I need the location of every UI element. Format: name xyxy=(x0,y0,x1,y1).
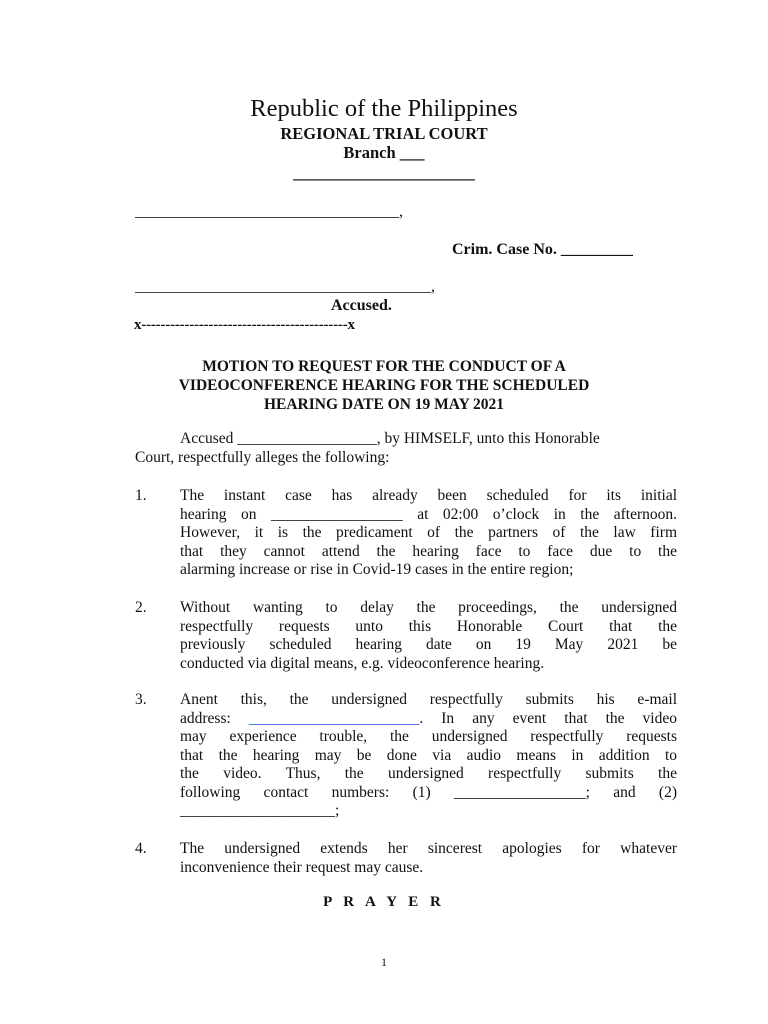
court-heading: REGIONAL TRIAL COURT xyxy=(280,124,488,143)
motion-title-line-1: MOTION TO REQUEST FOR THE CONDUCT OF A xyxy=(202,358,566,375)
paragraph-2-line: Without wanting to delay the proceedings, the undersigned xyxy=(180,599,677,616)
paragraph-3 xyxy=(180,691,677,821)
email-suffix: . In any event that the video xyxy=(419,709,677,727)
page-number: 1 xyxy=(381,955,387,969)
paragraph-3-line: the video. Thus, the undersigned respectfully submits the xyxy=(180,765,677,782)
branch-heading: Branch ___ xyxy=(343,143,425,162)
intro-line-2: Court, respectfully alleges the following: xyxy=(135,449,390,466)
branch-location-blank: ______________________ xyxy=(293,163,475,182)
plaintiff-blank: _________________________________, xyxy=(135,203,403,220)
paragraph-3-email-line xyxy=(180,710,677,729)
paragraph-2-line: conducted via digital means, e.g. videoconference hearing. xyxy=(180,654,545,672)
paragraph-3-line: that the hearing may be done via audio means in addition to xyxy=(180,746,677,764)
paragraph-4-line: The undersigned extends her sincerest apologies for whatever xyxy=(180,840,677,857)
paragraph-2-line: previously scheduled hearing date on 19 May 2021 be xyxy=(180,636,677,653)
paragraph-1-line: The instant case has already been scheduled for its initial xyxy=(180,487,677,504)
prayer-heading: P R A Y E R xyxy=(323,894,445,910)
paragraph-2-number: 2. xyxy=(135,599,147,616)
caption-separator: x-------------------------------------------x xyxy=(134,317,355,333)
paragraph-1-number: 1. xyxy=(135,487,147,504)
paragraph-1-line: that they cannot attend the hearing face to face due to the xyxy=(180,542,677,560)
accused-name-blank: _____________________________________, xyxy=(135,278,435,295)
email-prefix: address: xyxy=(180,709,249,727)
paragraph-1-line: However, it is the predicament of the partners of the law firm xyxy=(180,524,677,541)
motion-title-line-3: HEARING DATE ON 19 MAY 2021 xyxy=(263,396,505,413)
paragraph-3-line: following contact numbers: (1) _________________; and (2) xyxy=(180,783,677,801)
accused-label: Accused. xyxy=(331,297,392,314)
paragraph-3-number: 3. xyxy=(135,691,147,708)
paragraph-2 xyxy=(180,599,677,673)
paragraph-1-line: hearing on _________________ at 02:00 o’clock in the afternoon. xyxy=(180,505,677,523)
case-number-label: Crim. Case No. _________ xyxy=(452,241,633,258)
paragraph-4 xyxy=(180,840,677,877)
motion-title-line-2: VIDEOCONFERENCE HEARING FOR THE SCHEDULED xyxy=(178,377,590,394)
paragraph-3-line: may experience trouble, the undersigned respectfully requests xyxy=(180,728,677,745)
paragraph-4-line: inconvenience their request may cause. xyxy=(180,858,424,876)
paragraph-3-line: ____________________; xyxy=(180,802,340,819)
paragraph-4-number: 4. xyxy=(135,840,147,857)
intro-line-1: Accused __________________, by HIMSELF, unto this Honorable xyxy=(180,430,600,447)
paragraph-3-line: Anent this, the undersigned respectfully submits his e-mail xyxy=(180,691,677,708)
paragraph-1-line: alarming increase or rise in Covid-19 cases in the entire region; xyxy=(180,561,574,578)
paragraph-2-line: respectfully requests unto this Honorable Court that the xyxy=(180,617,677,635)
country-heading: Republic of the Philippines xyxy=(250,95,518,122)
paragraph-1 xyxy=(180,487,677,580)
email-address-blank: ______________________ xyxy=(248,709,420,727)
